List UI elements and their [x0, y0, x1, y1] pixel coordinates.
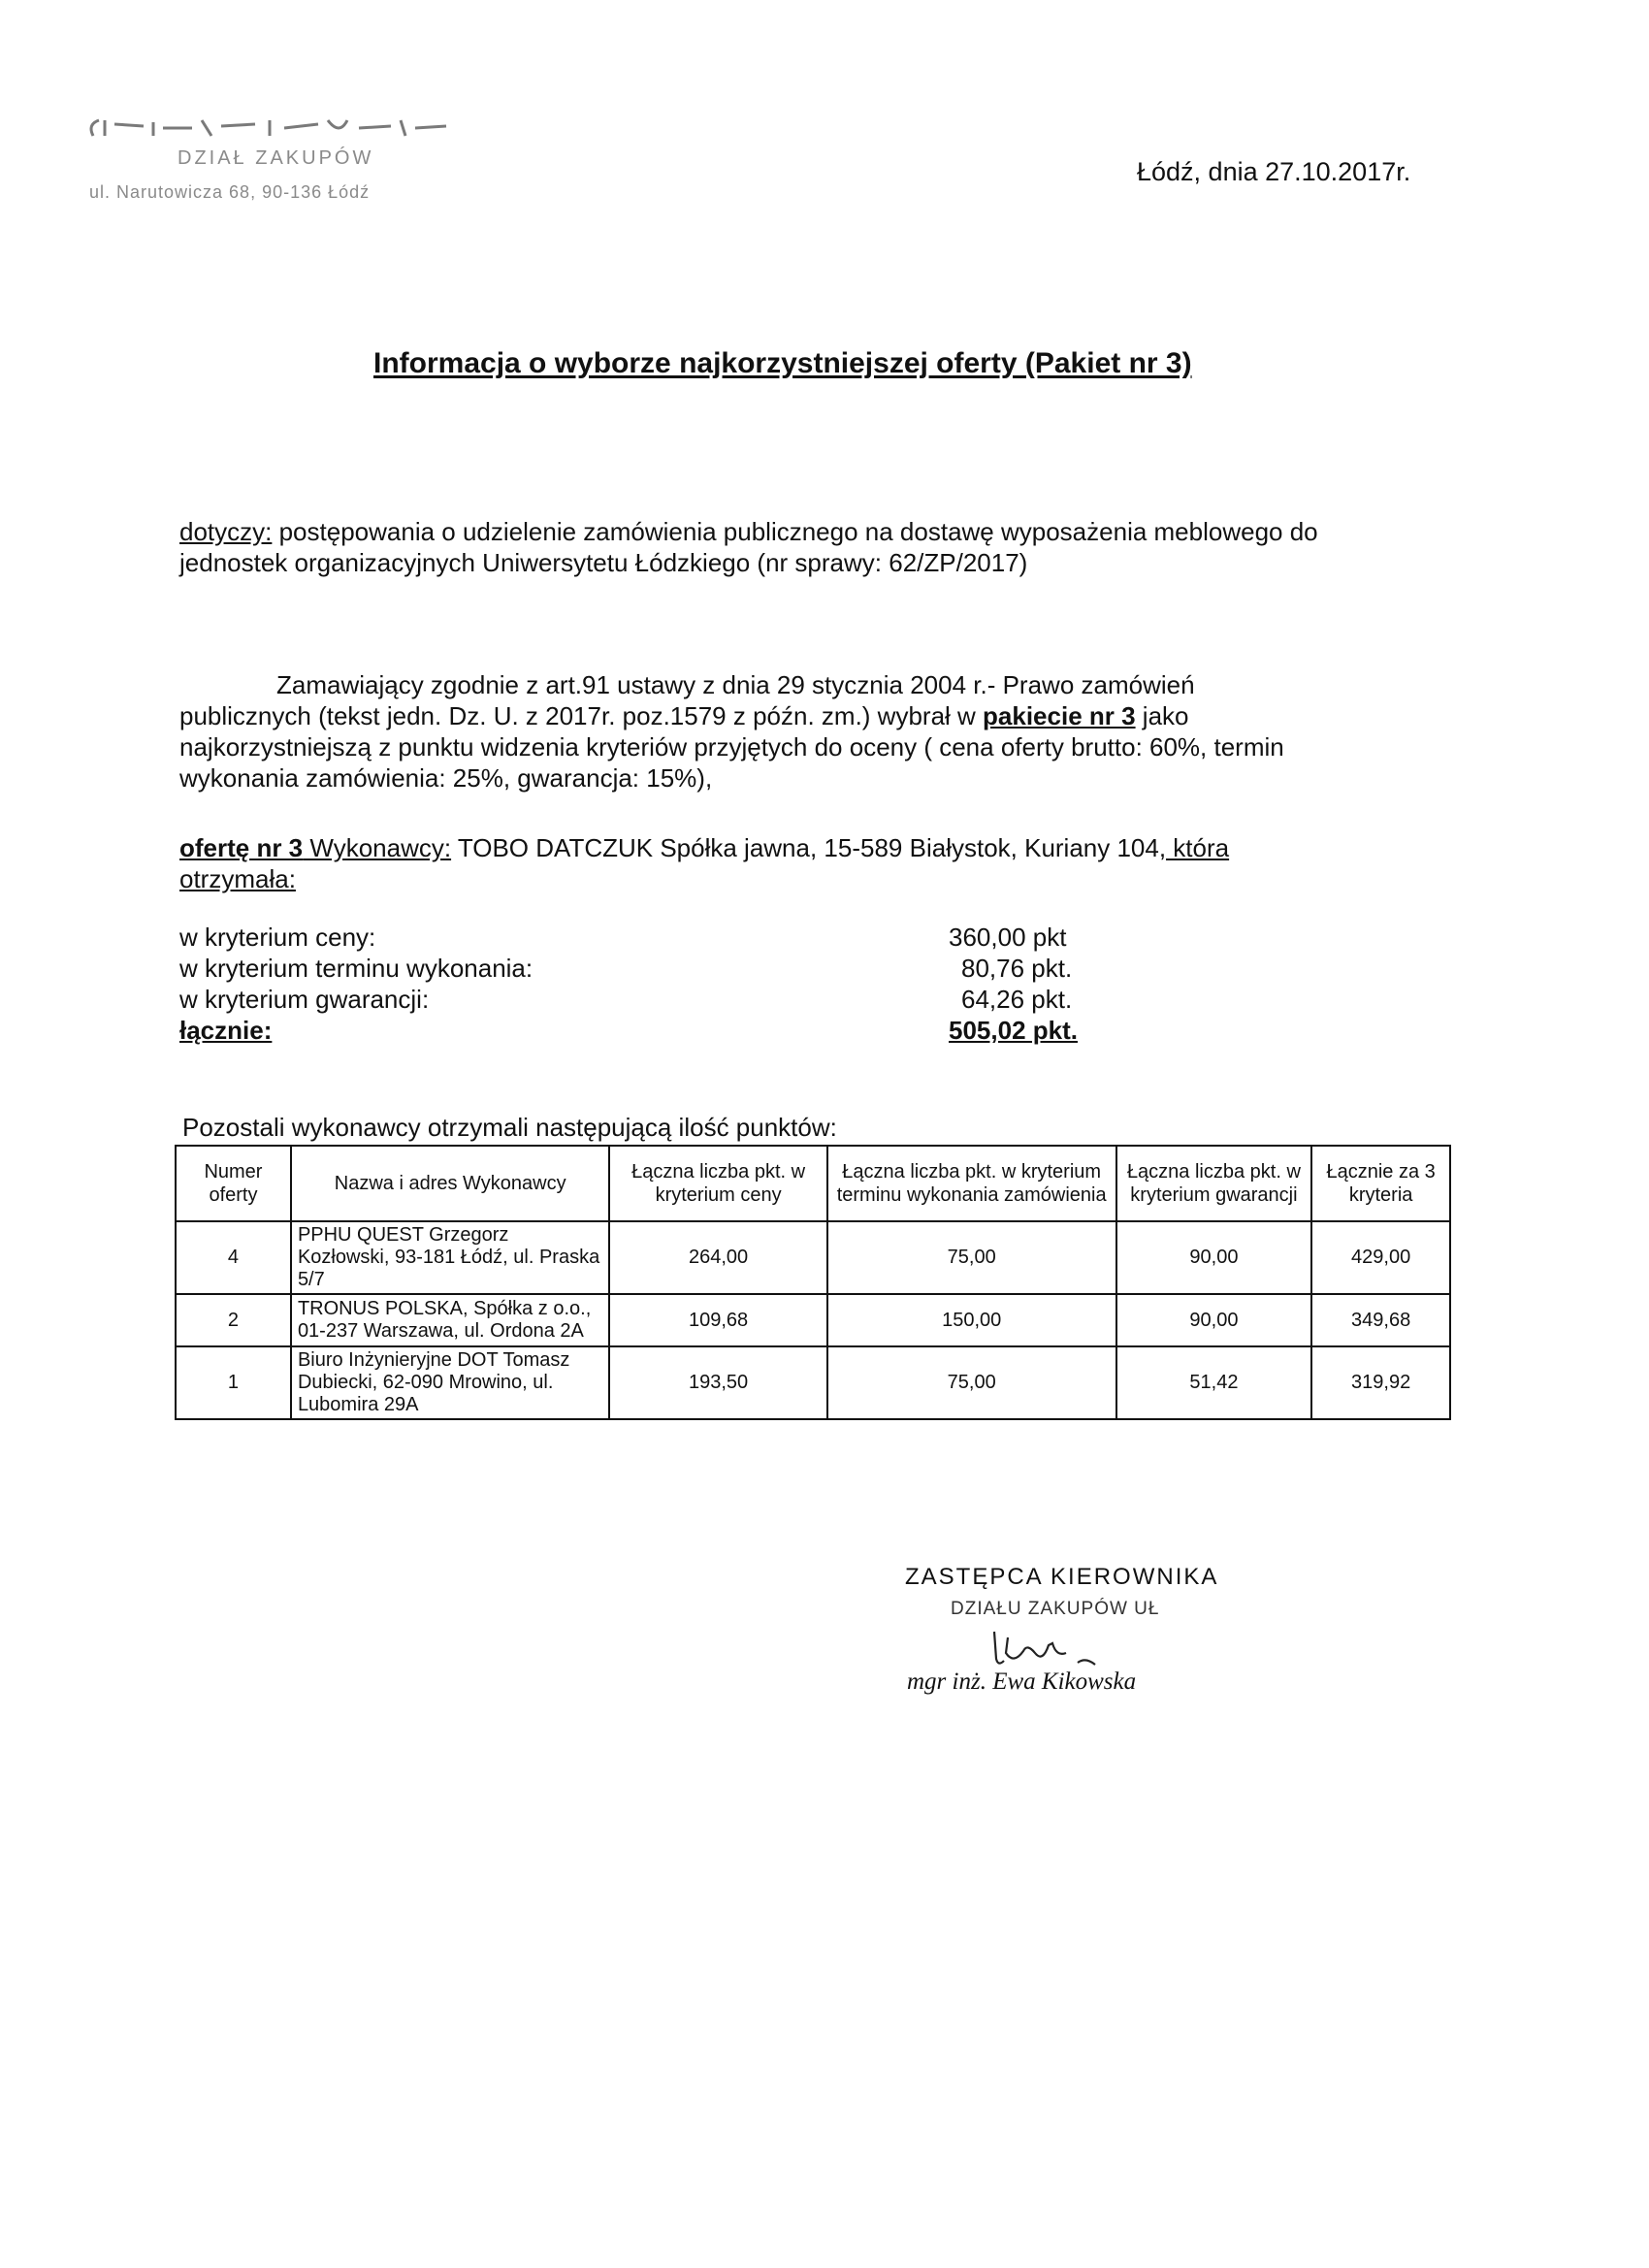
total-label: łącznie: — [179, 1016, 273, 1045]
table-row — [176, 1294, 1450, 1346]
criteria-list — [179, 922, 1111, 1046]
cell-total-points: 429,00 — [1311, 1221, 1450, 1294]
table-row — [176, 1346, 1450, 1419]
signature-title: ZASTĘPCA KIEROWNIKA — [905, 1564, 1219, 1590]
header-offer-number: Numer oferty — [176, 1146, 291, 1221]
winning-offer-line-1 — [179, 832, 1229, 863]
contractor-label: Wykonawcy: — [303, 833, 452, 862]
signatory-name: mgr inż. Ewa Kikowska — [907, 1669, 1137, 1695]
subject-block — [179, 516, 1318, 578]
contractor-name: TOBO DATCZUK Spółka jawna, 15-589 Białystok, Kuriany 104 — [451, 833, 1159, 862]
cell-contractor: TRONUS POLSKA, Spółka z o.o., 01-237 Warszawa, ul. Ordona 2A — [291, 1294, 610, 1346]
subject-line-2: jednostek organizacyjnych Uniwersytetu Łódzkiego (nr sprawy: 62/ZP/2017) — [179, 548, 1028, 577]
criteria-value: 64,26 pkt. — [961, 985, 1073, 1014]
header-price-points: Łączna liczba pkt. w kryterium ceny — [609, 1146, 826, 1221]
decision-line-4: wykonania zamówienia: 25%, gwarancja: 15%), — [179, 763, 713, 793]
subject-line-1 — [179, 516, 1318, 547]
criteria-value: 80,76 pkt. — [961, 954, 1073, 983]
which-text: , która — [1158, 833, 1230, 862]
received-label: otrzymała: — [179, 864, 296, 893]
stamp-address-line: ul. Narutowicza 68, 90-136 Łódź — [89, 182, 371, 202]
subject-label: dotyczy: — [179, 517, 273, 546]
cell-price-points: 109,68 — [609, 1294, 826, 1346]
header-warranty-points: Łączna liczba pkt. w kryterium gwarancji — [1116, 1146, 1312, 1221]
cell-offer-number: 1 — [176, 1346, 291, 1419]
cell-term-points: 150,00 — [827, 1294, 1116, 1346]
criteria-row-price — [179, 922, 1111, 953]
cell-warranty-points: 90,00 — [1116, 1294, 1312, 1346]
offer-number: ofertę nr 3 — [179, 833, 304, 862]
cell-offer-number: 2 — [176, 1294, 291, 1346]
criteria-value: 360,00 pkt — [949, 923, 1067, 952]
cell-offer-number: 4 — [176, 1221, 291, 1294]
subject-text-1: postępowania o udzielenie zamówienia publicznego na dostawę wyposażenia meblowego do — [272, 517, 1318, 546]
cell-total-points: 319,92 — [1311, 1346, 1450, 1419]
table-row — [176, 1221, 1450, 1294]
cell-contractor: Biuro Inżynieryjne DOT Tomasz Dubiecki, 62-090 Mrowino, ul. Lubomira 29A — [291, 1346, 610, 1419]
department-stamp — [85, 107, 464, 213]
total-value: 505,02 pkt. — [949, 1016, 1078, 1045]
decision-line-3: najkorzystniejszą z punktu widzenia kryteriów przyjętych do oceny ( cena oferty brutto: 60%, termin — [179, 732, 1284, 761]
decision-line-2 — [179, 700, 1284, 731]
signature-unit: DZIAŁU ZAKUPÓW UŁ — [951, 1599, 1160, 1619]
cell-total-points: 349,68 — [1311, 1294, 1450, 1346]
cell-term-points: 75,00 — [827, 1221, 1116, 1294]
stamp-org-line: DZIAŁ ZAKUPÓW — [178, 147, 374, 169]
criteria-label: w kryterium ceny: — [179, 923, 376, 952]
cell-price-points: 193,50 — [609, 1346, 826, 1419]
criteria-label: w kryterium terminu wykonania: — [179, 954, 534, 983]
header-contractor: Nazwa i adres Wykonawcy — [291, 1146, 610, 1221]
decision-line-1: Zamawiający zgodnie z art.91 ustawy z dnia 29 stycznia 2004 r.- Prawo zamówień — [276, 670, 1195, 699]
cell-price-points: 264,00 — [609, 1221, 826, 1294]
table-header-row — [176, 1146, 1450, 1221]
cell-warranty-points: 51,42 — [1116, 1346, 1312, 1419]
stamp-header-scribble — [85, 107, 454, 146]
header-total-points: Łącznie za 3 kryteria — [1311, 1146, 1450, 1221]
winning-offer — [179, 832, 1229, 894]
others-heading: Pozostali wykonawcy otrzymali następującą ilość punktów: — [182, 1113, 837, 1142]
criteria-row-term — [179, 953, 1111, 984]
decision-paragraph — [179, 669, 1284, 794]
document-title: Informacja o wyborze najkorzystniejszej oferty (Pakiet nr 3) — [373, 347, 1192, 379]
cell-contractor: PPHU QUEST Grzegorz Kozłowski, 93-181 Łódź, ul. Praska 5/7 — [291, 1221, 610, 1294]
cell-warranty-points: 90,00 — [1116, 1221, 1312, 1294]
document-date: Łódź, dnia 27.10.2017r. — [1137, 157, 1411, 186]
criteria-row-total — [179, 1015, 1111, 1046]
criteria-label: w kryterium gwarancji: — [179, 985, 430, 1014]
signature-block — [897, 1564, 1305, 1709]
cell-term-points: 75,00 — [827, 1346, 1116, 1419]
package-label: pakiecie nr 3 — [983, 701, 1136, 730]
results-table — [175, 1145, 1451, 1420]
criteria-row-warranty — [179, 984, 1111, 1015]
header-term-points: Łączna liczba pkt. w kryterium terminu wykonania zamówienia — [827, 1146, 1116, 1221]
decision-line-2-text: publicznych (tekst jedn. Dz. U. z 2017r. poz.1579 z późn. zm.) wybrał w — [179, 701, 984, 730]
decision-line-2-end: jako — [1135, 701, 1189, 730]
handwritten-signature — [985, 1624, 1120, 1672]
